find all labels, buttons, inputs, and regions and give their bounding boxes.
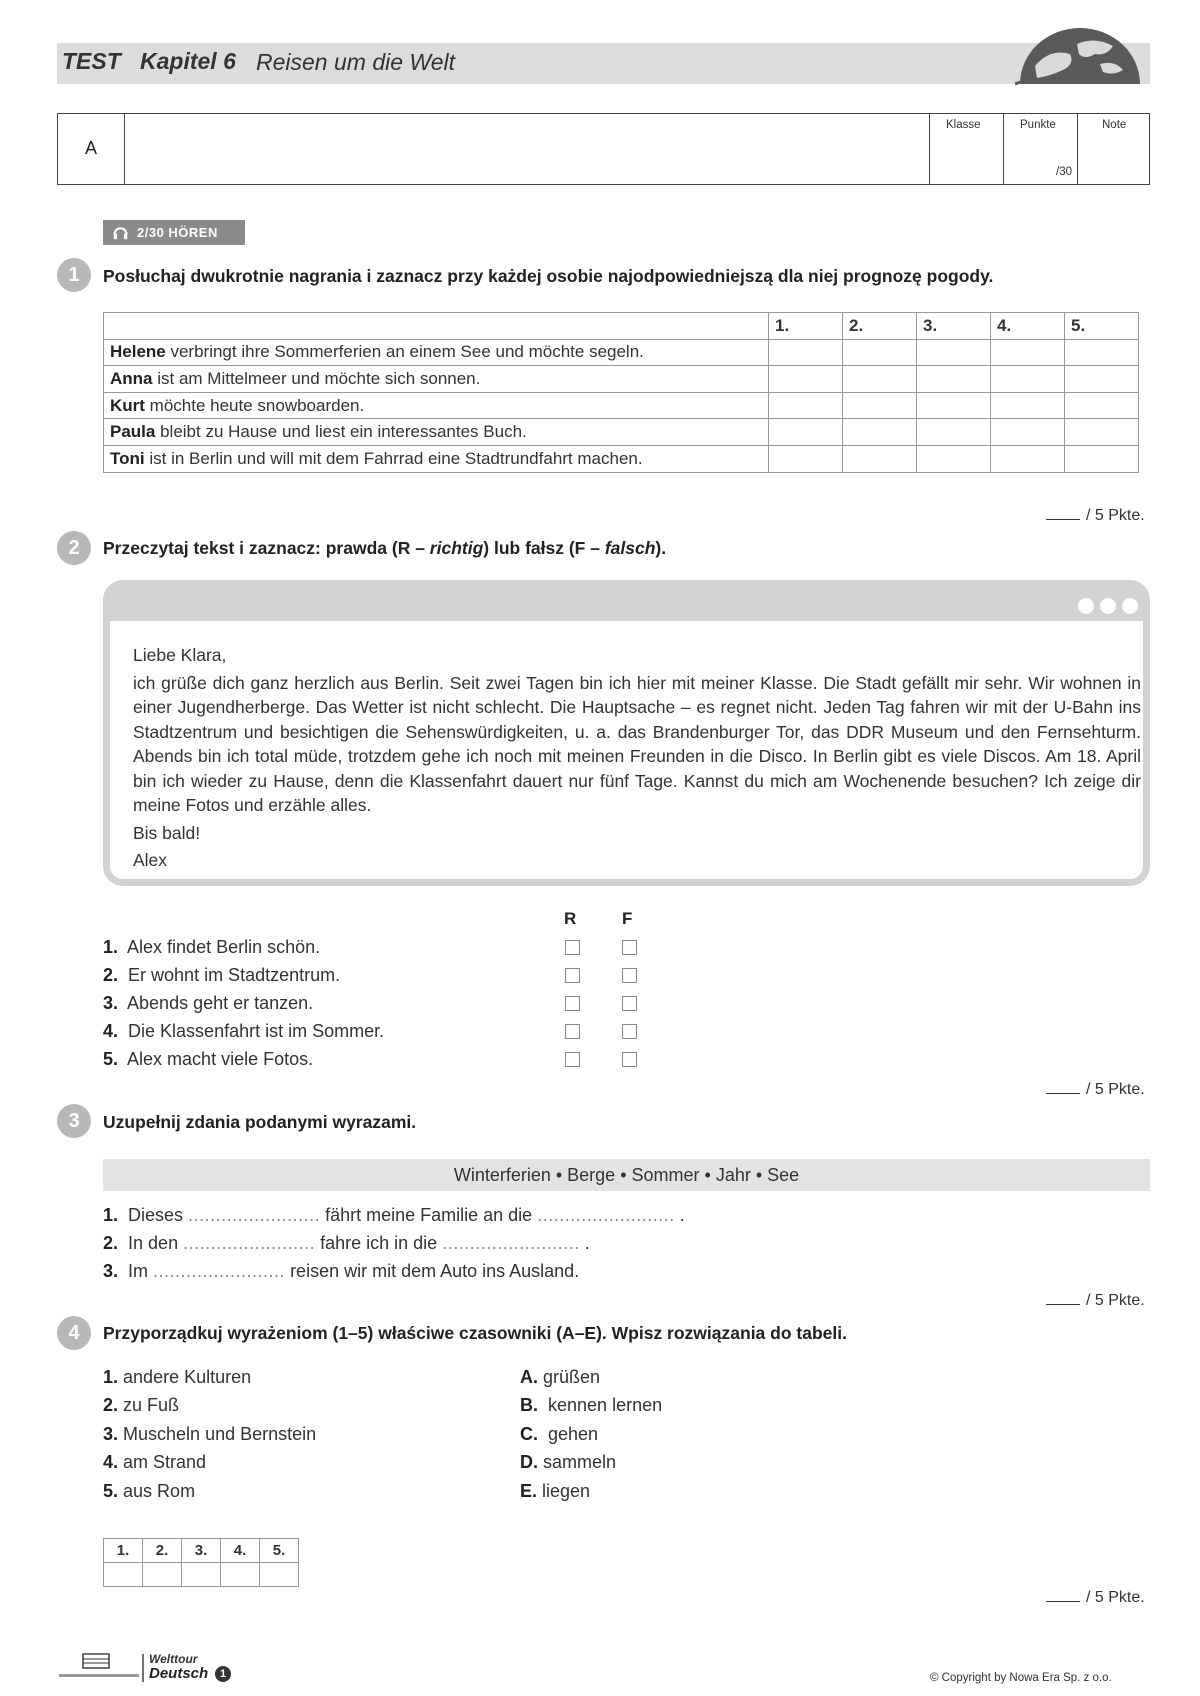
answer-cell[interactable] (769, 392, 843, 419)
letter-box (103, 580, 1150, 886)
checkbox-f[interactable] (622, 968, 637, 983)
column-r-label: R (564, 909, 577, 928)
score-label: / 5 Pkte. (1086, 507, 1145, 524)
statement-item (103, 1049, 313, 1070)
phrase-item (103, 1452, 206, 1473)
score-blank[interactable] (1046, 1304, 1080, 1305)
statement-text: Die Klassenfahrt ist im Sommer. (128, 1021, 385, 1041)
checkbox-r[interactable] (565, 1052, 580, 1067)
statement-text: Abends geht er tanzen. (127, 993, 314, 1013)
person-text: ist am Mittelmeer und möchte sich sonnen. (152, 368, 481, 388)
person-name: Toni (110, 448, 145, 468)
answer-cell[interactable] (221, 1563, 260, 1587)
answer-cell[interactable] (917, 339, 991, 366)
sentence-item (103, 1233, 590, 1254)
sentence-number: 1. (103, 1205, 119, 1225)
blank-field[interactable]: ........................ (188, 1205, 321, 1225)
checkbox-r[interactable] (565, 1024, 580, 1039)
statement-number: 2. (103, 965, 119, 985)
table-row (104, 419, 1139, 446)
letter-text: ich grüße dich ganz herzlich aus Berlin. Seit zwei Tagen bin ich hier mit meiner Klasse. Die Stadt gefällt mir sehr. Wir wohnen in einer Jugendherberge. Das Wetter ist nicht schlecht. Die Hauptsache – es regnet nicht. Jeden Tag fahren wir mit der U-Bahn ins Stadtzentrum und besichtigen die Sehenswürdigkeiten, u. a. das Brandenburger Tor, das DDR Museum und den Fernsehturm. Abends bin ich total müde, trotzdem gehe ich noch mit meinen Freunden in die Disco. In Berlin gibt es viele Discos. Am 18. April bin ich wieder zu Hause, denn die Klassenfahrt dauert nur fünf Tage. Kannst du mich am Wochenende besuchen? Ich zeige dir meine Fotos und erzähle alles. (133, 672, 1141, 815)
column-header: 1. (769, 313, 843, 340)
exercise-2-number: 2 (57, 531, 91, 565)
answer-cell[interactable] (843, 366, 917, 393)
answer-cell[interactable] (260, 1563, 299, 1587)
person-text: bleibt zu Hause und liest ein interessantes Buch. (155, 422, 527, 442)
copyright: © Copyright by Nowa Era Sp. z o.o. (930, 1672, 1112, 1684)
header-test-label: TEST (62, 48, 121, 74)
checkbox-f[interactable] (622, 1052, 637, 1067)
answer-cell[interactable] (843, 392, 917, 419)
class-field[interactable] (929, 114, 930, 184)
verb-letter: E. (520, 1481, 538, 1501)
statement-item (103, 993, 313, 1014)
phrase-item (103, 1395, 179, 1416)
publisher-logo (57, 1652, 237, 1684)
blank-field[interactable]: ......................... (442, 1233, 580, 1253)
table-row (104, 445, 1139, 472)
header-chapter: Kapitel 6 (140, 48, 236, 74)
answer-cell[interactable] (769, 419, 843, 446)
answer-cell[interactable] (1065, 392, 1139, 419)
verb-text: grüßen (543, 1367, 601, 1387)
exercise-1-number: 1 (57, 258, 91, 292)
phrase-item (103, 1367, 251, 1388)
answer-header-row (104, 1539, 299, 1563)
sentence-number: 3. (103, 1261, 119, 1281)
statement-item (103, 965, 340, 986)
points-field[interactable] (1003, 114, 1004, 184)
sentence-item (103, 1205, 685, 1226)
group-letter: A (85, 138, 98, 158)
sentence-text: . (674, 1205, 685, 1225)
grade-field[interactable] (1077, 114, 1078, 184)
answer-column-header: 4. (221, 1539, 260, 1563)
exercise-4-number: 4 (57, 1316, 91, 1350)
verb-text: liegen (542, 1481, 591, 1501)
answer-cell[interactable] (1065, 366, 1139, 393)
instruction-falsch: falsch (604, 538, 656, 558)
verb-item (520, 1481, 590, 1502)
sentence-text: In den (128, 1233, 184, 1253)
exercise-4-score[interactable] (1046, 1589, 1145, 1607)
verb-item (520, 1452, 616, 1473)
statement-number: 3. (103, 993, 119, 1013)
checkbox-f[interactable] (622, 1024, 637, 1039)
letter-title-bar (110, 587, 1143, 621)
exercise-1-instruction: Posłuchaj dwukrotnie nagrania i zaznacz przy każdej osobie najodpowiedniejszą dla niej prognozę pogody. (103, 266, 994, 286)
verb-text: kennen lernen (548, 1395, 663, 1415)
statement-text: Alex findet Berlin schön. (127, 937, 321, 957)
answer-row (104, 1563, 299, 1587)
phrase-item (103, 1481, 195, 1502)
score-blank[interactable] (1046, 1093, 1080, 1094)
book-icon (57, 1652, 237, 1684)
instruction-text: ) lub fałsz (F – (483, 538, 605, 558)
globe-icon (1015, 26, 1140, 86)
exercise-2-instruction (103, 538, 666, 559)
instruction-text: ). (655, 538, 667, 558)
answer-column-header: 1. (104, 1539, 143, 1563)
sentence-item (103, 1261, 579, 1282)
person-name: Anna (110, 368, 153, 388)
logo-top: Welttour (149, 1652, 198, 1666)
headphones-icon (112, 224, 129, 241)
verb-item (520, 1395, 662, 1416)
letter-closing: Bis bald! (133, 822, 201, 843)
person-description (104, 445, 769, 472)
blank-field[interactable]: ......................... (537, 1205, 675, 1225)
phrase-number: 4. (103, 1452, 119, 1472)
answer-column-header: 2. (143, 1539, 182, 1563)
student-info-box (57, 113, 1150, 185)
checkbox-r[interactable] (565, 968, 580, 983)
answer-cell[interactable] (843, 445, 917, 472)
phrase-text: am Strand (123, 1452, 207, 1472)
answer-cell[interactable] (991, 445, 1065, 472)
person-name: Kurt (110, 395, 145, 415)
answer-column-header: 5. (260, 1539, 299, 1563)
answer-column-header: 3. (182, 1539, 221, 1563)
phrase-number: 3. (103, 1424, 119, 1444)
blank-field[interactable]: ........................ (153, 1261, 286, 1281)
answer-cell[interactable] (769, 366, 843, 393)
exercise-1-table (103, 312, 1139, 473)
column-header: 3. (917, 313, 991, 340)
statement-number: 1. (103, 937, 119, 957)
column-f-label: F (622, 909, 633, 928)
exercise-1-score[interactable] (1046, 507, 1145, 525)
statement-item (103, 1021, 384, 1042)
phrase-text: Muscheln und Bernstein (123, 1424, 317, 1444)
column-header: 2. (843, 313, 917, 340)
answer-cell[interactable] (917, 419, 991, 446)
verb-text: gehen (548, 1424, 599, 1444)
table-row (104, 392, 1139, 419)
phrase-text: aus Rom (123, 1481, 196, 1501)
score-label: / 5 Pkte. (1086, 1589, 1145, 1606)
answer-cell[interactable] (917, 366, 991, 393)
sentence-text: fahre ich in die (315, 1233, 443, 1253)
statement-text: Er wohnt im Stadtzentrum. (128, 965, 341, 985)
exercise-2-score[interactable] (1046, 1081, 1145, 1099)
answer-cell[interactable] (143, 1563, 182, 1587)
answer-cell[interactable] (991, 339, 1065, 366)
person-name: Paula (110, 422, 156, 442)
answer-cell[interactable] (843, 419, 917, 446)
score-label: / 5 Pkte. (1086, 1081, 1145, 1098)
letter-greeting: Liebe Klara, (133, 645, 227, 665)
exercise-3-score[interactable] (1046, 1292, 1145, 1310)
letter-signature: Alex (133, 850, 168, 870)
audio-track-tag[interactable] (103, 220, 245, 245)
verb-letter: D. (520, 1452, 538, 1472)
person-name: Helene (110, 342, 166, 362)
phrase-number: 5. (103, 1481, 119, 1501)
statement-number: 5. (103, 1049, 119, 1069)
person-text: verbringt ihre Sommerferien an einem See und möchte segeln. (165, 342, 644, 362)
person-text: ist in Berlin und will mit dem Fahrrad eine Stadtrundfahrt machen. (144, 448, 643, 468)
person-text: möchte heute snowboarden. (144, 395, 365, 415)
logo-number: 1 (215, 1666, 231, 1682)
person-description (104, 366, 769, 393)
answer-cell[interactable] (182, 1563, 221, 1587)
points-max: /30 (1056, 166, 1072, 178)
table-row (104, 339, 1139, 366)
audio-track-label: 2/30 HÖREN (137, 225, 218, 240)
answer-cell[interactable] (1065, 339, 1139, 366)
class-label: Klasse (946, 119, 981, 131)
answer-cell[interactable] (769, 445, 843, 472)
answer-cell[interactable] (843, 339, 917, 366)
answer-cell[interactable] (769, 339, 843, 366)
statement-number: 4. (103, 1021, 119, 1041)
checkbox-f[interactable] (622, 996, 637, 1011)
phrase-item (103, 1424, 316, 1445)
phrase-text: zu Fuß (123, 1395, 180, 1415)
column-header: 5. (1065, 313, 1139, 340)
phrase-number: 2. (103, 1395, 119, 1415)
verb-item (520, 1424, 598, 1445)
verb-item (520, 1367, 600, 1388)
verb-letter: A. (520, 1367, 538, 1387)
window-dot-icon (1100, 598, 1116, 614)
table-header-row (104, 313, 1139, 340)
logo-bottom: Deutsch (149, 1665, 209, 1682)
person-description (104, 392, 769, 419)
phrase-number: 1. (103, 1367, 119, 1387)
checkbox-f[interactable] (622, 940, 637, 955)
exercise-4-instruction: Przyporządkuj wyrażeniom (1–5) właściwe czasowniki (A–E). Wpisz rozwiązania do tabeli. (103, 1323, 847, 1343)
answer-cell[interactable] (991, 419, 1065, 446)
exercise-3-instruction: Uzupełnij zdania podanymi wyrazami. (103, 1112, 417, 1132)
table-header-empty (104, 313, 769, 340)
name-field[interactable] (124, 114, 125, 184)
answer-cell[interactable] (917, 392, 991, 419)
window-dot-icon (1122, 598, 1138, 614)
answer-cell[interactable] (991, 366, 1065, 393)
sentence-text: fährt meine Familie an die (320, 1205, 538, 1225)
verb-letter: B. (520, 1395, 538, 1415)
statement-item (103, 937, 320, 958)
exercise-4-answer-table (103, 1538, 299, 1587)
score-blank[interactable] (1046, 1601, 1080, 1602)
word-bank: Winterferien • Berge • Sommer • Jahr • See (103, 1159, 1150, 1191)
person-description (104, 339, 769, 366)
answer-cell[interactable] (991, 392, 1065, 419)
score-blank[interactable] (1046, 519, 1080, 520)
letter-body (133, 643, 1141, 873)
exercise-3-number: 3 (57, 1104, 91, 1138)
verb-letter: C. (520, 1424, 538, 1444)
window-dot-icon (1078, 598, 1094, 614)
grade-label: Note (1102, 119, 1127, 131)
checkbox-r[interactable] (565, 940, 580, 955)
checkbox-r[interactable] (565, 996, 580, 1011)
sentence-text: reisen wir mit dem Auto ins Ausland. (285, 1261, 580, 1281)
phrase-text: andere Kulturen (123, 1367, 252, 1387)
sentence-text: Dieses (128, 1205, 189, 1225)
column-header: 4. (991, 313, 1065, 340)
instruction-text: Przeczytaj tekst i zaznacz: prawda (R – (103, 538, 430, 558)
instruction-richtig: richtig (429, 538, 484, 558)
sentence-text: Im (128, 1261, 154, 1281)
score-label: / 5 Pkte. (1086, 1292, 1145, 1309)
statement-text: Alex macht viele Fotos. (127, 1049, 314, 1069)
person-description (104, 419, 769, 446)
answer-cell[interactable] (104, 1563, 143, 1587)
header-subtitle: Reisen um die Welt (256, 49, 455, 75)
verb-text: sammeln (543, 1452, 617, 1472)
blank-field[interactable]: ........................ (183, 1233, 316, 1253)
answer-cell[interactable] (1065, 445, 1139, 472)
answer-cell[interactable] (917, 445, 991, 472)
table-row (104, 366, 1139, 393)
points-label: Punkte (1020, 119, 1056, 131)
sentence-number: 2. (103, 1233, 119, 1253)
sentence-text: . (579, 1233, 590, 1253)
answer-cell[interactable] (1065, 419, 1139, 446)
